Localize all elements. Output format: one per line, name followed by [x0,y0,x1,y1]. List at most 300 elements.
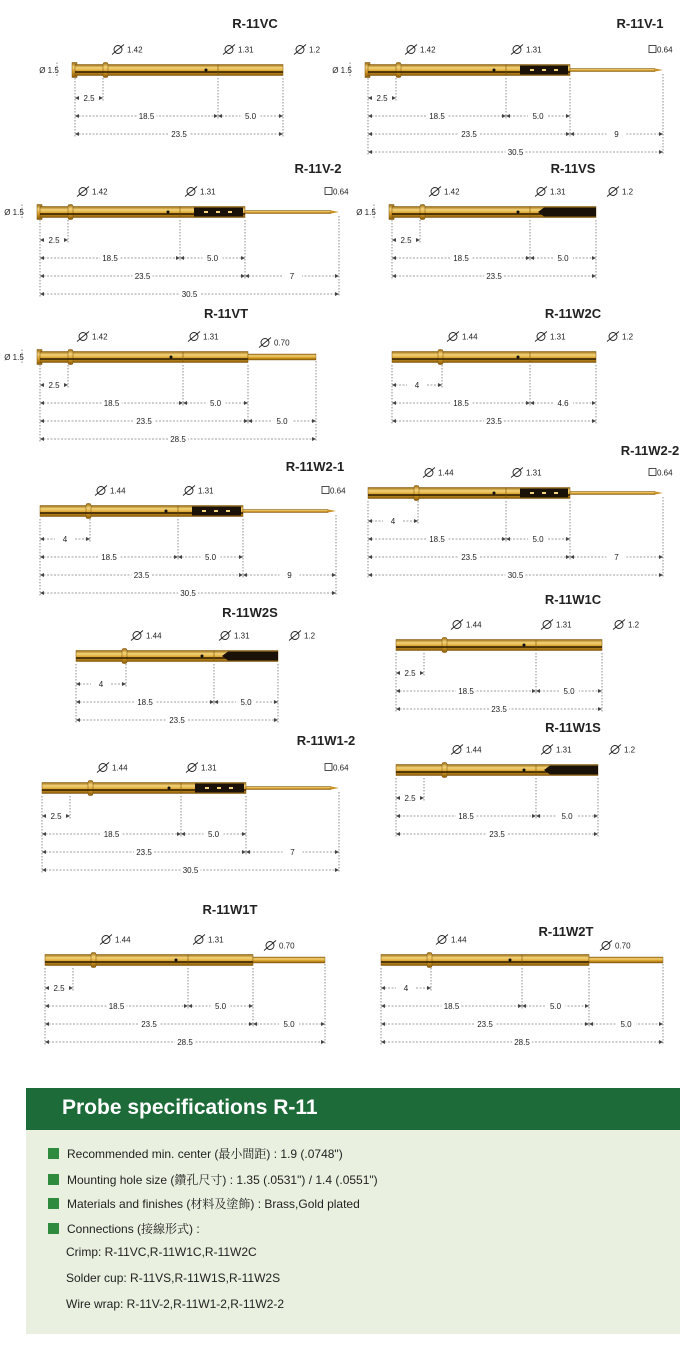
probe-13-dim-overall-arrow-left [45,1040,49,1044]
probe-3-d-body: 1.42 [92,187,108,197]
probe-14-dim-c-arrow-left [522,1004,526,1008]
probe-13-dim-total-arrow-left [45,1022,49,1026]
probe-14-dim-total: 23.5 [477,1020,493,1029]
probe-7-dim-total-arrow-left [40,573,44,577]
probe-10-dim-a-arrow-left [396,671,400,675]
probe-4-dim-b-arrow-right [526,256,530,260]
probe-2-dim-a: 2.5 [376,94,388,103]
probe-2-dim-c-arrow-right [566,114,570,118]
probe-7-d-mid: 1.31 [198,486,214,496]
probe-2-d-head: Ø 1.5 [332,66,352,75]
square-icon [649,469,656,476]
probe-5-d-body: 1.42 [92,332,108,342]
probe-4-title: R-11VS [550,161,596,176]
probe-7-dim-a-arrow-right [86,537,90,541]
probe-11-dim-b: 18.5 [103,830,120,839]
probe-7-wrap-mark [202,510,206,512]
probe-4-dim-c-arrow-right [592,256,596,260]
probe-10-title: R-11W1C [544,592,602,607]
probe-4-ring [420,205,425,220]
probe-14-dim-b-arrow-left [381,1004,385,1008]
square-icon [325,764,332,771]
probe-2-pin [570,69,655,72]
probe-4-d-head: Ø 1.5 [356,208,376,217]
probe-5-dim-total-arrow-right [244,419,248,423]
probe-5-dim-b-arrow-right [179,401,183,405]
spec-title: Probe specifications R-11 [62,1096,318,1119]
probe-6-dim-b: 18.5 [453,399,469,408]
probe-14-dim-tip-arrow-right [659,1022,663,1026]
probe-10-dim-total: 23.5 [491,705,507,714]
probe-1-d-tip: 1.2 [309,45,321,55]
probe-1-dim-c: 5.0 [244,112,257,121]
probe-12-title: R-11W1S [545,720,601,735]
probe-5-dim-total: 23.5 [136,417,152,426]
probe-12-dim-total-arrow-left [396,832,400,836]
probe-13-d-body: 1.44 [115,935,131,945]
probe-1-d-body: 1.42 [127,45,143,55]
probe-4-solder-cup [538,208,596,217]
probe-7-dim-b-arrow-left [40,555,44,559]
probe-8-dim-c: 5.0 [532,535,544,544]
probe-9-dim-b-arrow-right [210,700,214,704]
probe-12-d-tip: 1.2 [624,745,636,755]
probe-6-d-tip: 1.2 [622,332,634,342]
probe-4-dim-a-arrow-left [392,238,396,242]
probe-13-ring [91,953,96,968]
probe-7-d-tip: 0.64 [330,486,346,496]
probe-4-dim-c: 5.0 [557,254,569,263]
probe-3-dim-total-arrow-right [241,274,245,278]
probe-3-dim-b-arrow-right [176,256,180,260]
probe-5-pin [248,354,316,360]
probe-2-dim-c: 5.0 [532,112,544,121]
probe-9-dim-total-arrow-right [274,718,278,722]
spec-panel [26,1088,680,1334]
probe-10-dim-b-arrow-right [532,689,536,693]
probe-8-dot [493,492,496,495]
probe-2-wrap-mark [530,69,534,71]
square-icon [649,46,656,53]
probe-2-d-tip: 0.64 [657,45,673,55]
probe-1-dot [205,69,208,72]
probe-7-dim-c: 5.0 [204,553,217,562]
probe-6-dim-c-arrow-left [530,401,534,405]
probe-10-d-body: 1.44 [466,620,482,630]
probe-1-dim-total: 23.5 [171,130,187,139]
probe-2-dim-overall: 30.5 [507,148,524,157]
square-icon [325,188,332,195]
probe-10-d-mid: 1.31 [556,620,572,630]
probe-13-dot [175,959,178,962]
probe-2-dim-b: 18.5 [429,112,445,121]
probe-3-dim-c-arrow-right [241,256,245,260]
probe-1-dim-a-arrow-left [75,96,79,100]
probe-14-dim-overall-arrow-right [659,1040,663,1044]
probe-1-d-head: Ø 1.5 [39,66,59,75]
spec-header [26,1088,680,1130]
probe-13-dim-a-arrow-left [45,986,49,990]
probe-10-dim-a: 2.5 [404,669,416,678]
probe-10-d-tip: 1.2 [628,620,640,630]
probe-12-dim-c-arrow-right [594,814,598,818]
probe-3-dot [167,211,170,214]
probe-8-dim-total-arrow-right [566,555,570,559]
probe-7-dim-tip-arrow-right [332,573,336,577]
probe-2-dim-overall-arrow-right [659,150,663,154]
bullet-icon [48,1223,59,1234]
probe-12-dim-total-arrow-right [594,832,598,836]
probe-1-dim-a-arrow-right [99,96,103,100]
probe-1-ring [103,63,108,78]
probe-8-dim-tip-arrow-right [659,555,663,559]
probe-4-dim-total: 23.5 [486,272,502,281]
probe-13-dim-c-arrow-left [188,1004,192,1008]
probe-7-dim-a: 4 [62,535,68,544]
probe-5-dim-total-arrow-left [40,419,44,423]
probe-8-dim-b-arrow-left [368,537,372,541]
probe-9-dim-c-arrow-right [274,700,278,704]
probe-2-dim-a-arrow-right [392,96,396,100]
probe-10-dot [523,644,526,647]
probe-3-dim-c: 5.0 [206,254,219,263]
probe-11-dim-total-arrow-left [42,850,46,854]
probe-3-dim-total-arrow-left [40,274,44,278]
probe-3-d-head: Ø 1.5 [4,208,24,217]
probe-11-title: R-11W1-2 [296,733,356,748]
probe-1-dim-b-arrow-right [214,114,218,118]
probe-11-dim-b-arrow-left [42,832,46,836]
probe-12-dim-total: 23.5 [489,830,505,839]
probe-6-dim-c-arrow-right [592,401,596,405]
probe-14-dim-a-arrow-right [427,986,431,990]
probe-8-dim-b: 18.5 [429,535,445,544]
probe-6-dot [517,356,520,359]
probe-13-dim-b-arrow-right [184,1004,188,1008]
probe-6-ring [438,350,443,365]
probe-7-dim-a-arrow-left [40,537,44,541]
probe-7-wrap-mark [226,510,230,512]
probe-5-title: R-11VT [203,306,249,321]
probe-2-dim-c-arrow-left [506,114,510,118]
probe-3-wrap-mark [204,211,208,213]
probe-11-dim-b-arrow-right [177,832,181,836]
probe-8-pin-tip [655,492,663,495]
probe-8-dim-c-arrow-right [566,537,570,541]
probe-2-dim-a-arrow-left [368,96,372,100]
probe-1-dim-c-arrow-left [218,114,222,118]
probe-8-dim-overall-arrow-left [368,573,372,577]
probe-3-dim-a-arrow-left [40,238,44,242]
probe-7-dim-overall-arrow-left [40,591,44,595]
probe-3-pin [245,211,331,214]
probe-1-dim-b: 18.5 [138,112,155,121]
probe-13-title: R-11W1T [202,902,258,917]
probe-11-ring [88,781,93,796]
probe-12-dim-a-arrow-left [396,796,400,800]
probe-14-dim-b-arrow-right [518,1004,522,1008]
probe-11-pin [246,787,331,790]
probe-6-dim-total: 23.5 [486,417,502,426]
probe-9-dim-b-arrow-left [76,700,80,704]
probe-10-barrel [396,640,602,651]
probe-6-d-mid: 1.31 [550,332,566,342]
probe-5-dim-b: 18.5 [103,399,120,408]
probe-5-dim-c-arrow-right [244,401,248,405]
probe-10-dim-c-arrow-right [598,689,602,693]
probe-9-d-mid: 1.31 [234,631,250,641]
probe-1-dim-b-arrow-left [75,114,79,118]
probe-12-solder-cup [544,766,598,775]
probe-11-d-body: 1.44 [112,763,128,773]
probe-2-dim-total-arrow-right [566,132,570,136]
probe-12-dim-c-arrow-left [536,814,540,818]
probe-14-barrel [381,955,589,966]
probe-5-dim-b-arrow-left [40,401,44,405]
probe-8-dim-total-arrow-left [368,555,372,559]
probe-12-dim-b: 18.5 [458,812,474,821]
probe-4-dim-b: 18.5 [453,254,469,263]
probe-11-dim-c-arrow-right [242,832,246,836]
probe-3-dim-a-arrow-right [64,238,68,242]
probe-7-dim-b-arrow-right [174,555,178,559]
probe-3-title: R-11V-2 [294,161,342,176]
bullet-icon [48,1198,59,1209]
probe-8-dim-overall-arrow-right [659,573,663,577]
probe-4-d-body: 1.42 [444,187,460,197]
probe-6-dim-total-arrow-right [592,419,596,423]
probe-7-title: R-11W2-1 [285,459,345,474]
probe-13-dim-tip-arrow-left [253,1022,257,1026]
probe-13-dim-c-arrow-right [249,1004,253,1008]
probe-6-dim-total-arrow-left [392,419,396,423]
probe-14-dim-overall: 28.5 [514,1038,530,1047]
probe-9-dim-c-arrow-left [214,700,218,704]
probe-7-dim-tip: 9 [287,571,292,580]
probe-14-ring [427,953,432,968]
probe-8-dim-tip-arrow-left [570,555,574,559]
probe-3-dim-tip-arrow-right [335,274,339,278]
probe-2-dim-tip: 9 [614,130,619,139]
probe-11-pin-tip [331,787,339,790]
probe-3-dim-b: 18.5 [102,254,118,263]
probe-12-d-mid: 1.31 [556,745,572,755]
probe-9-d-body: 1.44 [146,631,162,641]
probe-4-dim-a-arrow-right [416,238,420,242]
probe-7-dim-overall-arrow-right [332,591,336,595]
probe-9-dim-a-arrow-right [122,682,126,686]
probe-5-ring [68,350,73,365]
probe-13-dim-a: 2.5 [53,984,65,993]
probe-4-dim-b-arrow-left [392,256,396,260]
probe-5-dim-overall-arrow-right [312,437,316,441]
probe-2-wrap-mark [542,69,546,71]
probe-14-dim-a: 4 [403,984,409,993]
probe-2-dim-total: 23.5 [461,130,477,139]
probe-10-dim-b-arrow-left [396,689,400,693]
probe-14-dim-c: 5.0 [549,1002,562,1011]
probe-13-d-tip: 0.70 [279,941,295,951]
probe-11-dim-total-arrow-right [242,850,246,854]
probe-13-dim-a-arrow-right [69,986,73,990]
probe-11-wrap-mark [229,787,233,789]
probe-14-dim-b: 18.5 [443,1002,460,1011]
probe-14-dim-overall-arrow-left [381,1040,385,1044]
probe-2-wrap-mark [554,69,558,71]
probe-5-dim-tip-arrow-left [248,419,252,423]
probe-8-dim-total: 23.5 [461,553,477,562]
probe-11-wrap-mark [205,787,209,789]
probe-9-dim-b: 18.5 [137,698,153,707]
probe-5-dim-c-arrow-left [183,401,187,405]
probe-11-dim-tip-arrow-left [246,850,250,854]
probe-10-dim-total-arrow-right [598,707,602,711]
probe-7-d-body: 1.44 [110,486,126,496]
probe-7-dim-c-arrow-right [239,555,243,559]
probe-12-d-body: 1.44 [466,745,482,755]
probe-9-ring [122,649,127,664]
probe-3-dim-overall-arrow-left [40,292,44,296]
probe-2-d-body: 1.42 [420,45,436,55]
probe-7-dim-c-arrow-left [178,555,182,559]
probe-11-dim-tip-arrow-right [335,850,339,854]
probe-4-dot [517,211,520,214]
probe-12-ring [442,763,447,778]
probe-14-dot [509,959,512,962]
probe-6-d-body: 1.44 [462,332,478,342]
probe-5-dim-a-arrow-left [40,383,44,387]
probe-9-dim-a-arrow-left [76,682,80,686]
probe-1-dim-a: 2.5 [83,94,95,103]
probe-2-dim-b-arrow-right [502,114,506,118]
probe-4-dim-total-arrow-right [592,274,596,278]
probe-5-dim-tip: 5.0 [276,417,288,426]
probe-13-dim-overall: 28.5 [177,1038,193,1047]
probe-7-wrap-mark [214,510,218,512]
probe-5-dim-tip-arrow-right [312,419,316,423]
probe-11-dim-a: 2.5 [50,812,62,821]
probe-13-dim-b: 18.5 [108,1002,125,1011]
probe-11-dim-overall-arrow-right [335,868,339,872]
probe-8-wrap-mark [542,492,546,494]
probe-2-dim-total-arrow-left [368,132,372,136]
probe-14-dim-tip: 5.0 [620,1020,632,1029]
probe-9-d-tip: 1.2 [304,631,316,641]
probe-9-title: R-11W2S [222,605,278,620]
probe-8-d-tip: 0.64 [657,468,673,478]
spec-item-materials: Materials and finishes (材料及塗飾) : Brass,Gold plated [48,1195,360,1212]
probe-9-dim-total-arrow-left [76,718,80,722]
probe-7-dim-total-arrow-right [239,573,243,577]
probe-11-dim-total: 23.5 [136,848,152,857]
probe-8-dim-a: 4 [390,517,396,526]
probe-13-pin [253,957,325,963]
probe-8-dim-a-arrow-right [414,519,418,523]
connection-wire-wrap: Wire wrap: R-11V-2,R-11W1-2,R-11W2-2 [66,1297,285,1311]
probe-2-ring [396,63,401,78]
connection-crimp: Crimp: R-11VC,R-11W1C,R-11W2C [66,1245,257,1259]
probe-8-ring [414,486,419,501]
probe-3-wrap-mark [216,211,220,213]
probe-14-d-body: 1.44 [451,935,467,945]
probe-13-d-mid: 1.31 [208,935,224,945]
probe-11-dim-overall: 30.5 [182,866,199,875]
probe-5-dim-a-arrow-right [64,383,68,387]
probe-10-dim-total-arrow-left [396,707,400,711]
probe-8-dim-b-arrow-right [502,537,506,541]
probe-8-dim-overall: 30.5 [507,571,524,580]
probe-7-dim-total: 23.5 [133,571,150,580]
probe-2-pin-tip [655,69,663,72]
probe-2-d-mid: 1.31 [526,45,542,55]
probe-11-dim-c: 5.0 [207,830,220,839]
probe-8-dim-tip: 7 [614,553,619,562]
probe-4-d-tip: 1.2 [622,187,634,197]
probe-13-barrel [45,955,253,966]
probe-4-dim-a: 2.5 [400,236,412,245]
spec-item-mounting-hole: Mounting hole size (鑽孔尺寸) : 1.35 (.0531") / 1.4 (.0551") [48,1171,378,1188]
probe-7-pin [243,510,328,513]
probe-14-dim-a-arrow-left [381,986,385,990]
probe-12-dim-b-arrow-left [396,814,400,818]
probe-13-dim-tip-arrow-right [321,1022,325,1026]
probe-6-barrel [392,352,596,363]
probe-3-wrap-mark [228,211,232,213]
probe-14-dim-tip-arrow-left [589,1022,593,1026]
probe-5-dim-a: 2.5 [48,381,60,390]
probe-10-dim-b: 18.5 [458,687,474,696]
probe-11-dot [168,787,171,790]
probe-9-dot [201,655,204,658]
probe-5-d-mid: 1.31 [203,332,219,342]
probe-1-dim-c-arrow-right [279,114,283,118]
probe-6-dim-a-arrow-left [392,383,396,387]
probe-12-dim-b-arrow-right [532,814,536,818]
probe-3-dim-total: 23.5 [134,272,151,281]
probe-12-dim-a-arrow-right [420,796,424,800]
probe-14-title: R-11W2T [538,924,594,939]
probe-13-dim-overall-arrow-right [321,1040,325,1044]
probe-10-dim-c: 5.0 [563,687,575,696]
probe-12-dot [523,769,526,772]
probe-8-pin [570,492,655,495]
probe-5-dim-overall-arrow-left [40,437,44,441]
probe-3-dim-a: 2.5 [48,236,60,245]
probe-3-ring [68,205,73,220]
probe-14-dim-c-arrow-right [585,1004,589,1008]
probe-12-dim-c: 5.0 [561,812,573,821]
probe-14-dim-total-arrow-left [381,1022,385,1026]
probe-11-dim-a-arrow-left [42,814,46,818]
probe-13-dim-b-arrow-left [45,1004,49,1008]
probe-14-d-tip: 0.70 [615,941,631,951]
probe-1-dim-total-arrow-left [75,132,79,136]
probe-11-dim-c-arrow-left [181,832,185,836]
probe-4-dim-total-arrow-left [392,274,396,278]
probe-2-dim-overall-arrow-left [368,150,372,154]
probe-3-dim-overall-arrow-right [335,292,339,296]
probe-8-dim-a-arrow-left [368,519,372,523]
spec-item-connections: Connections (接線形式) : [48,1220,200,1237]
probe-10-dim-c-arrow-left [536,689,540,693]
probe-5-dim-overall: 28.5 [170,435,186,444]
probe-2-title: R-11V-1 [616,16,664,31]
probe-13-dim-c: 5.0 [214,1002,227,1011]
square-icon [322,487,329,494]
probe-3-pin-tip [331,211,339,214]
probe-6-dim-b-arrow-left [392,401,396,405]
probe-11-d-tip: 0.64 [333,763,349,773]
